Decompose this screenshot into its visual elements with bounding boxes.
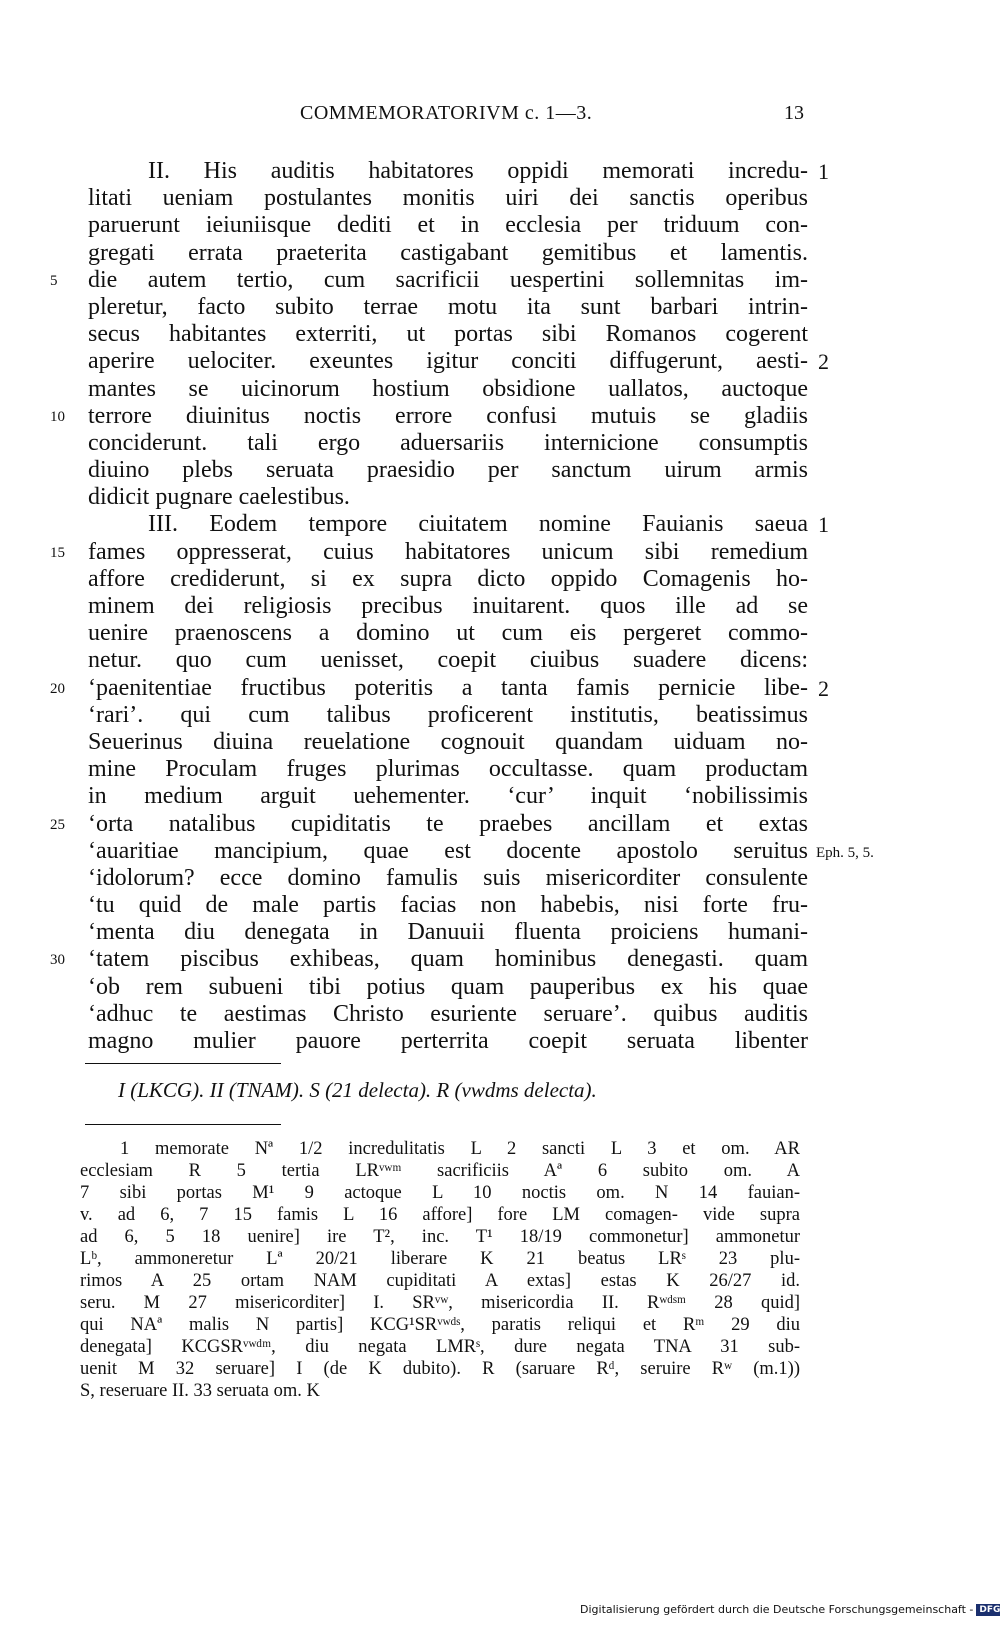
apparatus-line: qui NAª malis N partis] KCG¹SRᵛʷᵈˢ, paratis reliqui et Rᵐ 29 diu [80, 1315, 800, 1335]
text-line [88, 511, 829, 538]
separator-rule-lower [85, 1124, 281, 1125]
text-line [88, 783, 808, 810]
text-line-content: in medium arguit uehementer. ‘cur’ inquit ‘nobilissimis [88, 783, 808, 810]
text-line [88, 348, 829, 375]
text-line [88, 865, 808, 892]
text-line [88, 593, 808, 620]
text-line [88, 892, 808, 919]
separator-rule-upper [85, 1063, 281, 1064]
apparatus-line: Lᵇ, ammoneretur Lª 20/21 liberare K 21 beatus LRˢ 23 plu- [80, 1249, 800, 1269]
text-line [50, 946, 808, 973]
text-line-content: didicit pugnare caelestibus. [88, 484, 350, 511]
paragraph-number: 2 [818, 349, 829, 375]
text-line [88, 185, 808, 212]
text-line [88, 620, 808, 647]
text-line-content: minem dei religiosis precibus inuitarent. quos ille ad se [88, 593, 808, 619]
apparatus-line: 7 sibi portas M¹ 9 actoque L 10 noctis om. N 14 fauian- [80, 1183, 800, 1203]
text-line-content: mine Proculam fruges plurimas occultasse. quam productam [88, 756, 808, 783]
line-number: 5 [50, 272, 58, 289]
scripture-reference: Eph. 5, 5. [816, 844, 874, 861]
text-line-content: terrore diuinitus noctis errore confusi mutuis se gladiis [88, 402, 808, 429]
text-line-content: ‘tatem piscibus exhibeas, quam hominibus denegasti. quam [88, 946, 808, 973]
text-line-content: aperire uelociter. exeuntes igitur conciti diffugerunt, aesti- [88, 348, 808, 375]
text-line [88, 702, 808, 729]
critical-apparatus [80, 1138, 800, 1402]
text-line [88, 376, 808, 403]
apparatus-line: S, reseruare II. 33 seruata om. K [80, 1381, 320, 1401]
text-line [88, 566, 808, 593]
text-line-content: pleretur, facto subito terrae motu ita sunt barbari intrin- [88, 293, 808, 320]
text-line-content: ‘rari’. qui cum talibus proficerent institutis, beatissimus [88, 701, 808, 728]
line-number: 20 [50, 680, 65, 697]
text-line [88, 212, 808, 239]
line-number: 15 [50, 544, 65, 561]
manuscript-sigla: I (LKCG). II (TNAM). S (21 delecta). R (vwdms delecta). [118, 1078, 597, 1102]
text-line-content: secus habitantes exterriti, ut portas sibi Romanos cogerent [88, 321, 808, 348]
text-line-content: ‘menta diu denegata in Danuuii fluenta proiciens humani- [88, 919, 808, 946]
apparatus-line: ecclesiam R 5 tertia LRᵛʷᵐ sacrificiis Aª 6 subito om. A [80, 1161, 800, 1181]
text-line-content: netur. quo cum uenisset, coepit ciuibus suadere dicens: [88, 647, 808, 674]
apparatus-line: 1 memorate Nª 1/2 incredulitatis L 2 sancti L 3 et om. AR [120, 1139, 800, 1159]
text-line-content: paruerunt ieiuniisque dediti et in ecclesia per triduum con- [88, 212, 808, 239]
apparatus-line: ad 6, 5 18 uenire] ire T², inc. T¹ 18/19 commonetur] ammonetur [80, 1227, 800, 1247]
text-line-content: fames oppresserat, cuius habitatores unicum sibi remedium [88, 538, 808, 565]
text-line [88, 158, 829, 185]
text-line-content: ‘idolorum? ecce domino famulis suis misericorditer consulente [88, 864, 808, 891]
text-line-content: ‘paenitentiae fructibus poteritis a tanta famis pernicie libe- [88, 674, 808, 701]
apparatus-line: uenit M 32 seruare] I (de K dubito). R (saruare Rᵈ, seruire Rʷ (m.1)) [80, 1359, 800, 1379]
text-line [88, 321, 808, 348]
text-line-content: Seuerinus diuina reuelatione cognouit quandam uiduam no- [88, 728, 808, 755]
text-line [88, 756, 808, 783]
text-line [88, 1028, 808, 1055]
text-line-content: conciderunt. tali ergo aduersariis internicione consumptis [88, 429, 808, 456]
text-line-content: uenire praenoscens a domino ut cum eis pergeret commo- [88, 620, 808, 647]
text-line-content: gregati errata praeterita castigabant gemitibus et lamentis. [88, 239, 808, 266]
text-line-content: litati ueniam postulantes monitis uiri dei sanctis operibus [88, 185, 808, 212]
line-number: 30 [50, 952, 65, 969]
text-line-content: affore crediderunt, si ex supra dicto oppido Comagenis ho- [88, 565, 808, 592]
text-line [50, 538, 808, 566]
text-line [88, 294, 808, 321]
footer-text: Digitalisierung gefördert durch die Deutsche Forschungsgemeinschaft - [580, 1603, 974, 1616]
text-line [88, 647, 808, 674]
text-line-content: diuino plebs seruata praesidio per sanctum uirum armis [88, 457, 808, 484]
text-line [88, 484, 808, 511]
page-header [0, 100, 1000, 130]
running-title: COMMEMORATORIVM c. 1—3. [300, 102, 593, 124]
text-line [50, 810, 808, 838]
text-line-content: mantes se uicinorum hostium obsidione uallatos, auctoque [88, 375, 808, 402]
text-line [88, 240, 808, 267]
text-line [88, 1001, 808, 1028]
text-line-content: ‘auaritiae mancipium, quae est docente apostolo seruitus [88, 837, 808, 864]
paragraph-number: 1 [818, 159, 829, 184]
text-line [88, 457, 808, 484]
apparatus-line: denegata] KCGSRᵛʷᵈᵐ, diu negata LMRˢ, dure negata TNA 31 sub- [80, 1337, 800, 1357]
text-line-content: ‘ob rem subueni tibi potius quam pauperibus ex his quae [88, 973, 808, 1000]
paragraph-number: 2 [818, 675, 829, 701]
text-line-content: ‘tu quid de male partis facias non habebis, nisi forte fru- [88, 892, 808, 919]
apparatus-line: v. ad 6, 7 15 famis L 16 affore] fore LM comagen- vide supra [80, 1205, 800, 1225]
line-number: 25 [50, 816, 65, 833]
paragraph-number: 1 [818, 512, 829, 538]
text-line-content: ‘orta natalibus cupiditatis te praebes ancillam et extas [88, 810, 808, 837]
apparatus-line: seru. M 27 misericorditer] I. SRᵛʷ, misericordia II. Rʷᵈˢᵐ 28 quid] [80, 1293, 800, 1313]
text-line [50, 402, 808, 430]
text-line [88, 729, 808, 756]
dfg-logo: DFG [976, 1604, 1000, 1616]
text-line-content: III. Eodem tempore ciuitatem nomine Fauianis saeua [148, 511, 808, 538]
text-line-content: II. His auditis habitatores oppidi memorati incredu- [148, 158, 808, 184]
apparatus-line: rimos A 25 ortam NAM cupiditati A extas] estas K 26/27 id. [80, 1271, 800, 1291]
page-footer [580, 1603, 1000, 1616]
text-line-content: magno mulier pauore perterrita coepit seruata libenter [88, 1028, 808, 1054]
text-line [50, 674, 829, 702]
text-line [88, 837, 874, 865]
text-line [88, 974, 808, 1001]
main-text-block [50, 158, 874, 1055]
text-line [88, 430, 808, 457]
text-line [50, 266, 808, 294]
text-line [88, 919, 808, 946]
line-number: 10 [50, 408, 65, 425]
text-line-content: ‘adhuc te aestimas Christo esuriente seruare’. quibus auditis [88, 1000, 808, 1027]
text-line-content: die autem tertio, cum sacrificii uespertini sollemnitas im- [88, 266, 808, 293]
page-number: 13 [784, 102, 804, 124]
